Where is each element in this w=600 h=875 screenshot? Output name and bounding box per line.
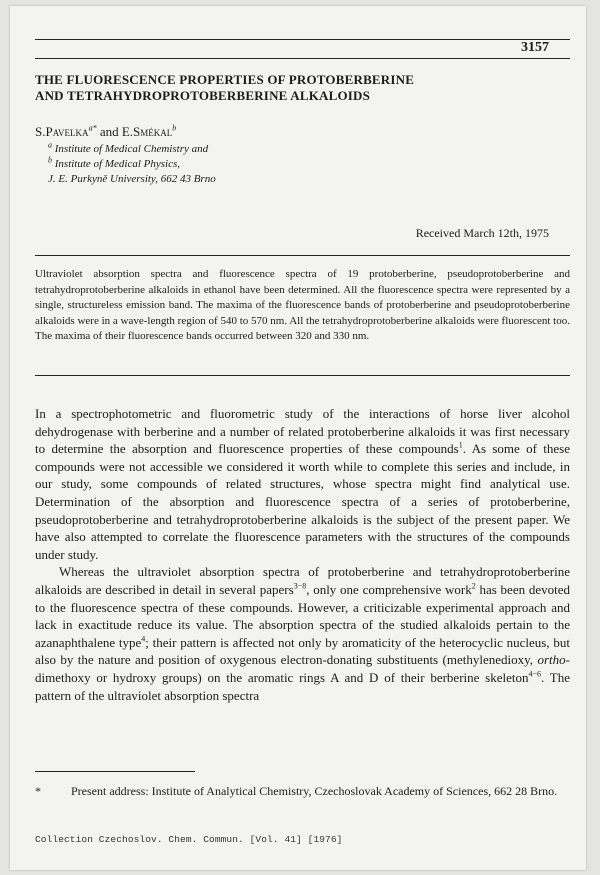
p2-text-e: -dimethoxy or hydroxy groups) on the aromatic rings A and D of their berberine skeleton bbox=[35, 652, 570, 685]
p2-text-b: , only one comprehensive work bbox=[306, 581, 472, 597]
p2-italic: ortho bbox=[537, 652, 566, 668]
p2-text-f: . The pattern of the ultraviolet absorption spectra bbox=[35, 669, 570, 703]
affiliation-b bbox=[48, 157, 216, 172]
title-line-1: THE FLUORESCENCE PROPERTIES OF PROTOBERBERINE bbox=[35, 72, 415, 87]
author-list bbox=[35, 124, 176, 140]
abstract-rule-top bbox=[35, 255, 570, 256]
journal-footer: Collection Czechoslov. Chem. Commun. [Vol. 41] [1976] bbox=[35, 834, 343, 845]
affiliation-a-text: Institute of Medical Chemistry and bbox=[52, 143, 209, 155]
author-1-sup: a* bbox=[88, 123, 97, 133]
footnote-mark: * bbox=[35, 784, 41, 798]
p2-text-d: ; their pattern is affected not only by aromaticity of the heterocyclic nucleus, but also by the nature and position of oxygenous electron-donating substituents (methylenedioxy, bbox=[35, 634, 570, 668]
p2-text-c: has been devoted to the fluorescence spectra of these compounds. However, a criticizable experimental approach and lack in exactitude reduce its value. The absorption spectra of the studied alkaloids pertain to the azanaphthalene type bbox=[35, 581, 570, 650]
p2-text-a: Whereas the ultraviolet absorption spectra of protoberberine and tetrahydroprotoberberine alkaloids are described in detail in several papers bbox=[35, 564, 570, 597]
author-conjunction: and bbox=[96, 124, 122, 139]
affiliation-b-sup: b bbox=[48, 155, 52, 165]
footnote-rule bbox=[35, 771, 195, 772]
header-rule-top bbox=[35, 39, 570, 40]
paragraph-2 bbox=[35, 563, 570, 704]
abstract: Ultraviolet absorption spectra and fluorescence spectra of 19 protoberberine, pseudoprotoberberine and tetrahydroprotoberberine alkaloids in ethanol have been determined. All the fluorescence spectra were represented by a single, structureless emission band. The maxima of the fluorescence bands of protoberberine and pseudoprotoberberine alkaloids were in a wave-length region of 540 to 570 nm. All the tetrahydroprotoberberine alkaloids were fluorescent too. The maxima of their fluorescence bands occurred between 320 and 330 nm. bbox=[35, 268, 570, 342]
ref-sup: 4−6 bbox=[528, 669, 542, 679]
p1-text-a: In a spectrophotometric and fluorometric study of the interactions of horse liver alcohol dehydrogenase with berberine and a number of related protoberberine alkaloids it was first necessary to determine the absorption and fluorescence properties of these compounds bbox=[35, 406, 570, 457]
affiliation-a-sup: a bbox=[48, 140, 52, 150]
abstract-rule-bottom bbox=[35, 375, 570, 376]
header-rule-bottom bbox=[35, 58, 570, 59]
affiliation-address-text: J. E. Purkyně University, 662 43 Brno bbox=[48, 173, 216, 185]
paragraph-1 bbox=[35, 405, 570, 563]
ref-sup: 4 bbox=[141, 634, 146, 644]
ref-sup: 3−8 bbox=[293, 581, 307, 591]
footnote-text: Present address: Institute of Analytical Chemistry, Czechoslovak Academy of Sciences, 662 28 Brno. bbox=[71, 784, 558, 798]
affiliation-address bbox=[48, 172, 216, 187]
author-2-name: Smékal bbox=[133, 124, 173, 139]
affiliations bbox=[48, 142, 216, 187]
affiliation-a bbox=[48, 142, 216, 157]
author-1-name: Pavelka bbox=[45, 124, 89, 139]
author-1-initial: S. bbox=[35, 124, 46, 139]
title-line-2: AND TETRAHYDROPROTOBERBERINE ALKALOIDS bbox=[35, 88, 371, 103]
article-body bbox=[35, 405, 570, 704]
affiliation-b-text: Institute of Medical Physics, bbox=[52, 158, 180, 170]
article-title bbox=[35, 72, 555, 104]
journal-page bbox=[10, 6, 586, 870]
page-number: 3157 bbox=[521, 40, 549, 55]
author-2-sup: b bbox=[172, 123, 177, 133]
ref-sup: 1 bbox=[458, 440, 463, 450]
author-2-initial: E. bbox=[121, 124, 134, 139]
ref-sup: 2 bbox=[471, 581, 476, 591]
p1-text-b: . As some of these compounds were not accessible we considered it worth while to complete this series and include, in our study, some compounds of related structures, whose spectra might find analytical use. Determination of the absorption and fluorescence spectra of a series of protoberberine, pseudoprotoberberine and tetrahydroprotoberberine alkaloids is the subject of the present paper. We have also attempted to correlate the fluorescence parameters with the structures of the compounds under study. bbox=[35, 441, 570, 562]
received-date: Received March 12th, 1975 bbox=[415, 226, 549, 240]
footnote bbox=[35, 784, 570, 799]
